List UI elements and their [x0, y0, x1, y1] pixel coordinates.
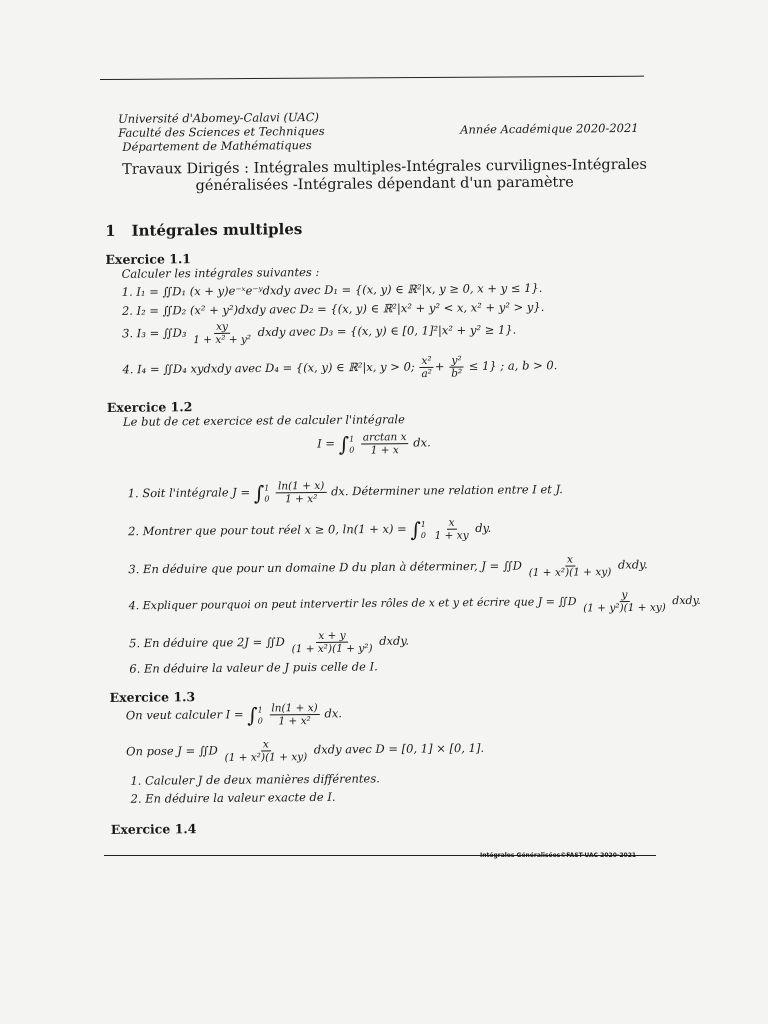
top-rule — [100, 76, 644, 80]
q5-fraction — [289, 629, 374, 655]
exercise-1-1-item-2: 2. I₂ = ∬D₂ (x² + y²)dxdy avec D₂ = {(x, y) ∈ ℝ²|x² + y² < x, x² + y² > y}. — [121, 299, 545, 318]
q2-tail: dy. — [475, 520, 492, 535]
integral-sign: ∫ — [253, 480, 265, 506]
integral-sign: ∫ — [247, 703, 258, 728]
frac-denominator: 1 + x² + y² — [193, 333, 252, 347]
item-4-tail: ≤ 1} ; a, b > 0. — [468, 358, 558, 374]
frac-denominator: a² — [421, 367, 432, 380]
exercise-1-2-question-5 — [129, 629, 409, 657]
exercise-1-2-question-1 — [128, 478, 564, 507]
exercise-1-1-heading: Exercice 1.1 — [105, 251, 192, 267]
integral-sign: ∫ — [410, 517, 421, 542]
integral-limits: 1 0 — [349, 434, 355, 455]
exercise-1-2-question-6: 6. En déduire la valeur de J puis celle de I. — [129, 659, 378, 676]
exercise-1-3-heading: Exercice 1.3 — [109, 689, 196, 705]
exercise-1-1-intro: Calculer les intégrales suivantes : — [121, 264, 320, 281]
q2-fraction — [432, 517, 470, 542]
page-content — [104, 107, 701, 837]
exercise-1-2-question-3 — [128, 553, 648, 583]
exercise-1-3-question-1: 1. Calculer J de deux manières différentes. — [130, 771, 380, 788]
eq-tail: dx. — [413, 435, 431, 450]
eq-lead: I = — [317, 436, 336, 451]
item-3-tail: dxdy avec D₃ = {(x, y) ∈ [0, 1]²|x² + y² ≥ 1}. — [257, 322, 517, 340]
q5-tail: dxdy. — [379, 633, 410, 648]
q4-fraction — [581, 589, 668, 615]
university-name: Université d'Abomey-Calavi (UAC) — [117, 109, 320, 126]
exercise-1-4-heading: Exercice 1.4 — [110, 821, 197, 837]
l2-lead: On pose J = ∬D — [126, 743, 218, 759]
frac-numerator: y — [619, 589, 629, 602]
q5-lead: 5. En déduire que 2J = ∬D — [129, 634, 285, 651]
l1-lead: On veut calculer I = — [125, 707, 244, 723]
integral-I-definition — [317, 431, 431, 457]
eq-fraction — [361, 431, 409, 456]
department-name: Département de Mathématiques — [122, 138, 312, 154]
exercise-1-1-item-1: 1. I₁ = ∬D₁ (x + y)e⁻ˣe⁻ʸdxdy avec D₁ = {(x, y) ∈ ℝ²|x, y ≥ 0, x + y ≤ 1}. — [121, 280, 543, 299]
exercise-1-2-heading: Exercice 1.2 — [106, 399, 193, 415]
frac-denominator: (1 + x²)(1 + xy) — [224, 751, 308, 764]
l1-tail: dx. — [324, 706, 343, 721]
l1-fraction — [269, 702, 320, 727]
q4-lead: 4. Expliquer pourquoi on peut intervertir les rôles de x et y et écrire que J = ∬D — [128, 594, 577, 613]
frac-denominator: 1 + x² — [285, 492, 318, 506]
q1-fraction — [276, 480, 327, 505]
section-label: Intégrales multiples — [131, 220, 303, 240]
q3-fraction — [526, 553, 613, 579]
frac-numerator: ln(1 + x) — [276, 480, 327, 493]
frac-denominator: (1 + x²)(1 + y²) — [291, 642, 373, 656]
frac-numerator: x² — [419, 355, 433, 368]
section-number: 1 — [105, 221, 116, 240]
item-4-fraction-y — [449, 355, 464, 380]
frac-denominator: (1 + x²)(1 + xy) — [528, 566, 612, 579]
frac-numerator: arctan x — [361, 431, 409, 444]
frac-numerator: x — [446, 517, 456, 530]
frac-denominator: (1 + y²)(1 + xy) — [583, 601, 666, 615]
frac-denominator: 1 + x² — [278, 715, 311, 728]
section-heading — [105, 220, 302, 240]
frac-numerator: x + y — [316, 630, 347, 643]
frac-denominator: b² — [451, 367, 463, 380]
frac-denominator: 1 + xy — [434, 529, 469, 542]
exercise-1-3-line-2 — [126, 736, 484, 764]
item-3-fraction — [191, 321, 253, 347]
item-4-lead: 4. I₄ = ∬D₄ xydxdy avec D₄ = {(x, y) ∈ ℝ²|x, y > 0; — [122, 359, 415, 377]
q1-lead: 1. Soit l'intégrale J = — [127, 485, 251, 501]
exercise-1-1-item-3 — [122, 318, 516, 347]
frac-numerator: y² — [449, 355, 463, 368]
institution-header — [118, 110, 325, 154]
title-line-1: Travaux Dirigés : Intégrales multiples-Intégrales curvilignes-Intégrales — [122, 156, 647, 178]
exercise-1-3-line-1 — [126, 702, 342, 729]
l2-tail: dxdy avec D = [0, 1] × [0, 1]. — [313, 740, 485, 757]
academic-year: Année Académique 2020-2021 — [460, 120, 639, 137]
exercise-1-2-question-4 — [129, 588, 701, 618]
exercise-1-2-question-2 — [128, 516, 491, 544]
frac-numerator: xy — [214, 321, 230, 334]
integral-sign: ∫ — [338, 432, 350, 457]
title-line-2: généralisées -Intégrales dépendant d'un paramètre — [195, 174, 574, 195]
page-footer: Intégrales Généralisées©FAST-UAC 2020-2021 — [480, 852, 637, 859]
page-title — [104, 157, 664, 196]
q3-tail: dxdy. — [617, 557, 648, 572]
exercise-1-1-item-4: 4. I₄ = ∬D₄ xydxdy avec D₄ = {(x, y) ∈ ℝ²|x, y > 0; $\frac{\text{x²}}{\text{a²}}$ + $\frac{\text{y²}}{\text{b²}}$ ≤ 1} ; a, b > 0. — [122, 354, 558, 380]
frac-numerator: x — [261, 738, 271, 751]
integral-limits: 1 0 — [420, 519, 427, 540]
faculty-name: Faculté des Sciences et Techniques — [118, 123, 325, 140]
item-3-lead: 3. I₃ = ∬D₃ — [122, 325, 187, 341]
q4-tail: dxdy. — [672, 593, 701, 608]
q1-tail: dx. Déterminer une relation entre I et J. — [330, 482, 563, 499]
frac-denominator: 1 + x — [370, 444, 399, 457]
q2-lead: 2. Montrer que pour tout réel x ≥ 0, ln(1 + x) = — [127, 521, 407, 539]
q3-lead: 3. En déduire que pour un domaine D du plan à déterminer, J = ∬D — [128, 558, 523, 577]
l2-fraction — [222, 738, 309, 764]
integral-limits: 1 0 — [257, 705, 263, 726]
exercise-1-3-question-2: 2. En déduire la valeur exacte de I. — [130, 789, 336, 806]
integral-limits: 1 0 — [264, 482, 270, 503]
frac-numerator: x — [565, 554, 575, 567]
exercise-1-2-intro: Le but de cet exercice est de calculer l'intégrale — [122, 412, 405, 429]
frac-numerator: ln(1 + x) — [269, 702, 320, 715]
item-4-fraction-x — [419, 355, 434, 380]
